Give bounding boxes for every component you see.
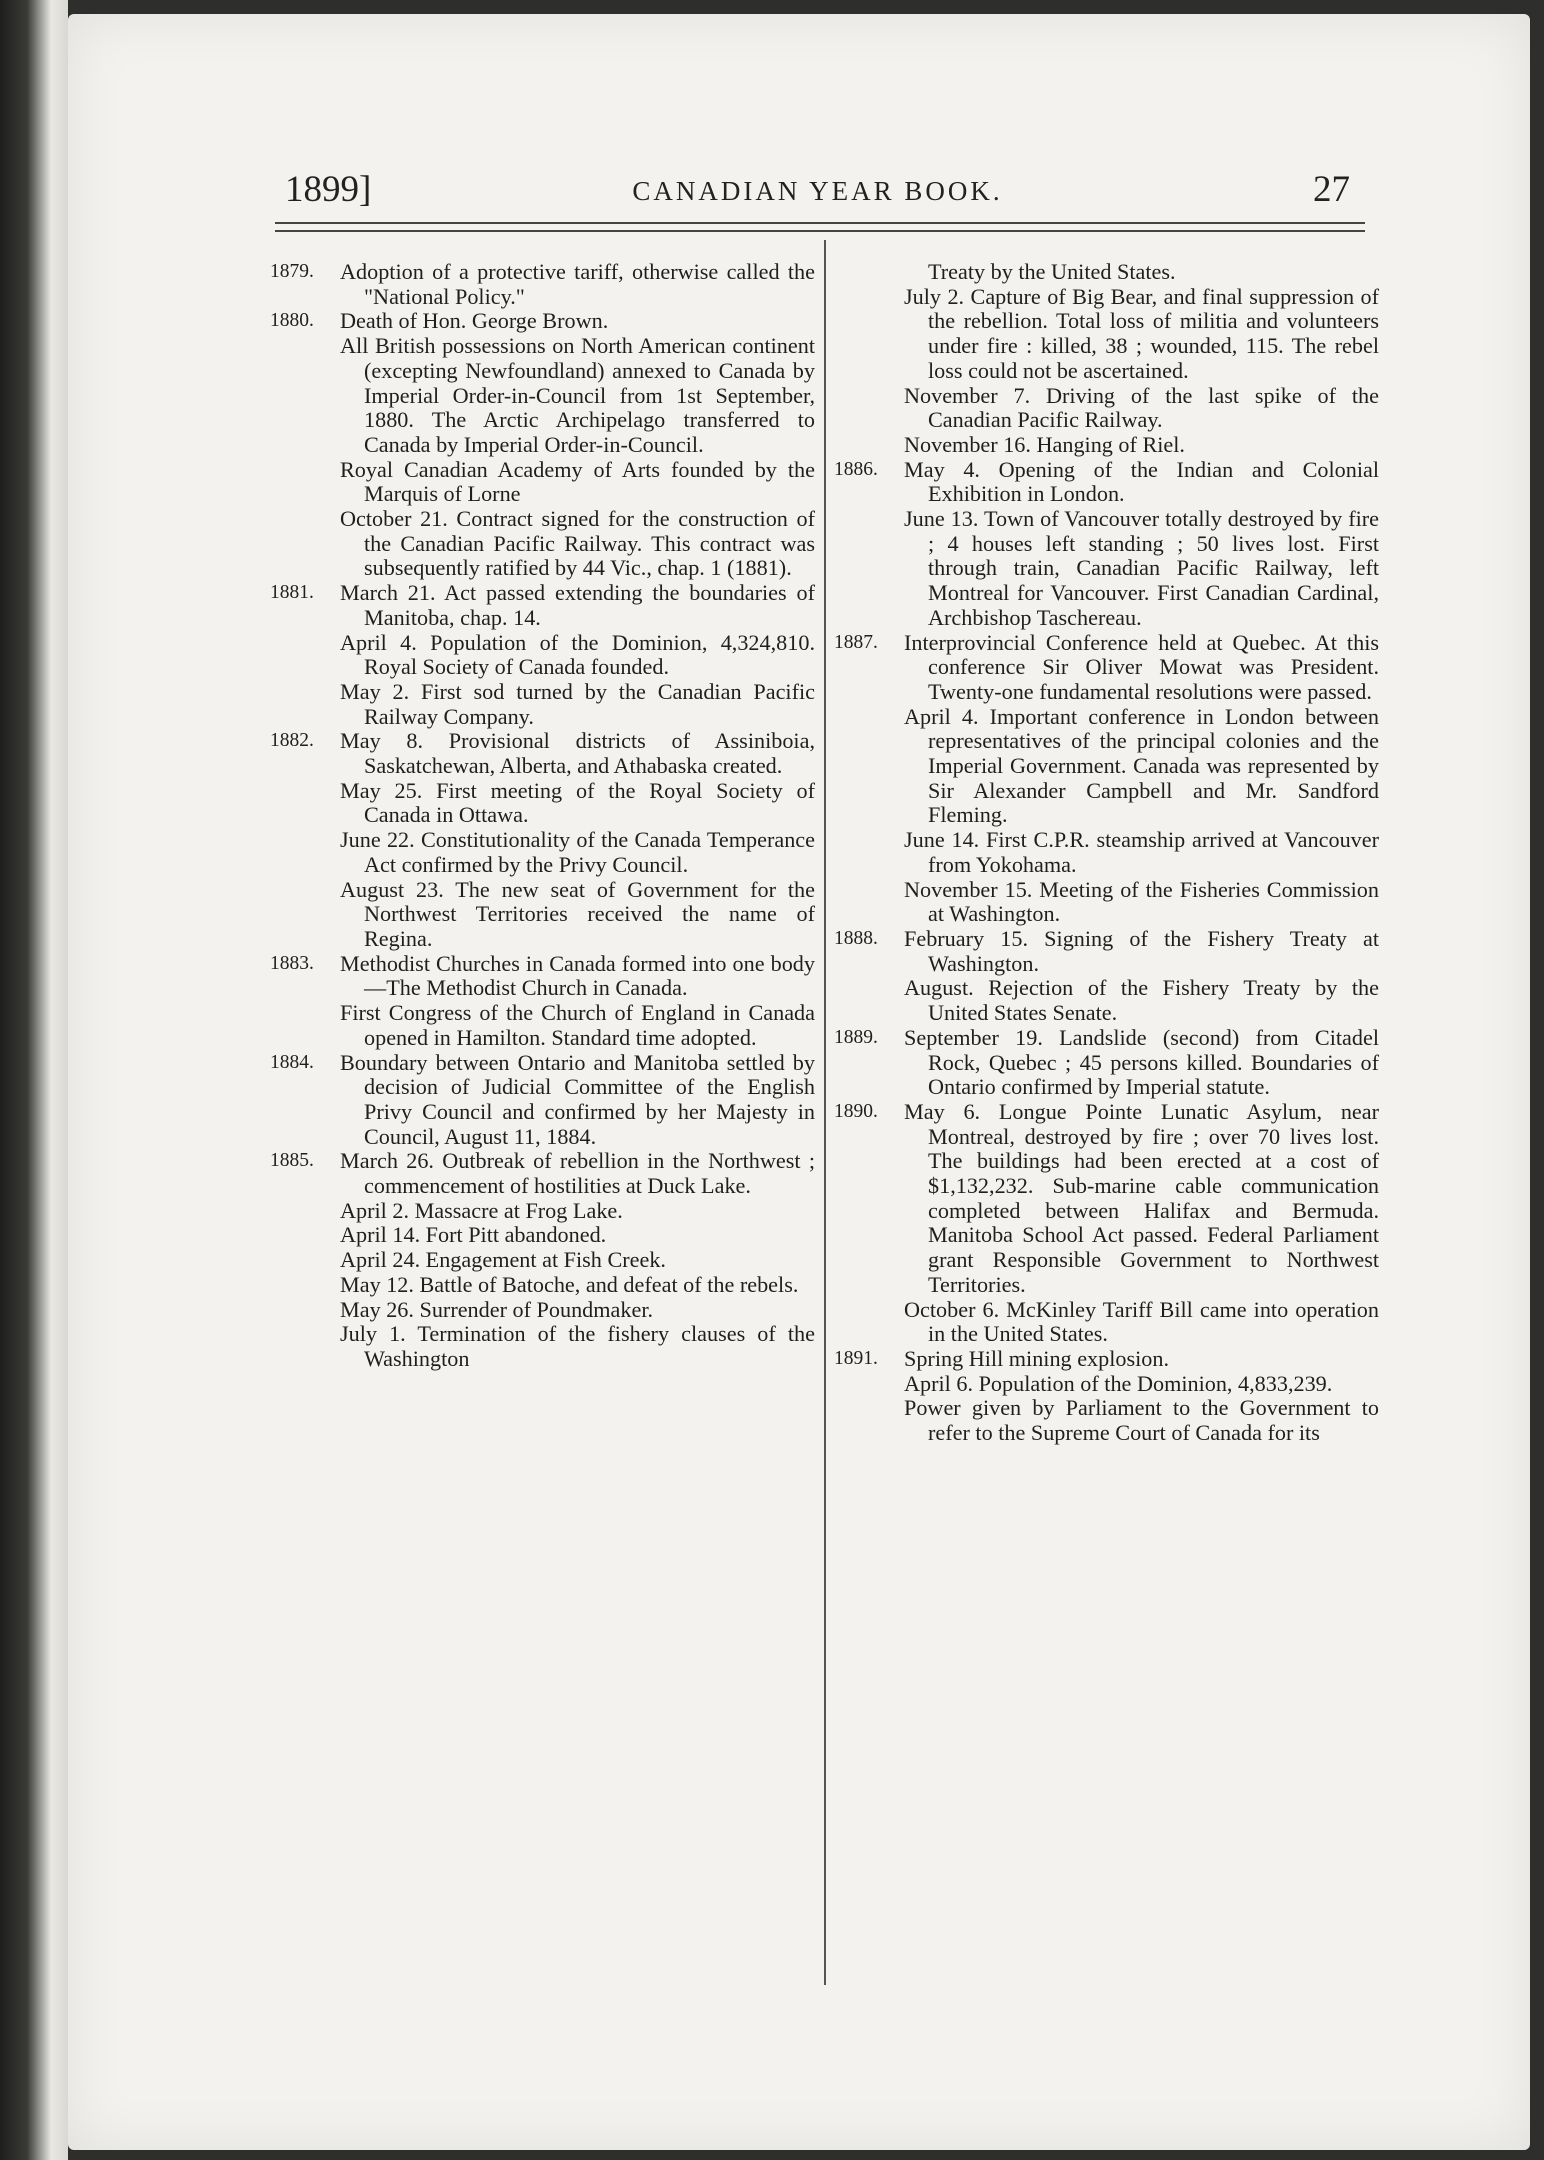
entry-paragraph: August. Rejection of the Fishery Treaty by the United States Senate. [904, 975, 1379, 1026]
entry-paragraph: April 14. Fort Pitt abandoned. [340, 1222, 607, 1248]
entry-year: 1884. [270, 1051, 314, 1073]
entry-continuation: Treaty by the United States. [928, 259, 1176, 284]
chronology-entry [270, 581, 815, 729]
entry-year: 1882. [270, 730, 314, 752]
entry-paragraph: May 26. Surrender of Poundmaker. [340, 1296, 654, 1322]
entry-paragraph: April 4. Important conference in London between representatives of the principal colonies and the Imperial Government. Canada was represented by Sir Alexander Campbell and Mr. Sandford Fleming. [904, 703, 1379, 828]
entry-paragraph: Spring Hill mining explosion. [904, 1345, 1170, 1371]
entry-paragraph: May 25. First meeting of the Royal Society of Canada in Ottawa. [340, 777, 815, 828]
entry-paragraph: Power given by Parliament to the Government to refer to the Supreme Court of Canada for its [904, 1395, 1379, 1446]
entry-paragraph: November 16. Hanging of Riel. [904, 431, 1185, 457]
entry-year: 1891. [834, 1347, 878, 1369]
entry-year: 1885. [270, 1150, 314, 1172]
right-column [834, 260, 1379, 1446]
chronology-entry [270, 1051, 815, 1150]
entry-year: 1890. [834, 1100, 878, 1122]
entry-paragraph: Boundary between Ontario and Manitoba settled by decision of Judicial Committee of the English Privy Council and confirmed by her Majesty in Council, August 11, 1884. [340, 1049, 815, 1149]
entry-year: 1887. [834, 631, 878, 653]
left-column [270, 260, 815, 1372]
entry-year: 1881. [270, 582, 314, 604]
entry-paragraph: September 19. Landslide (second) from Citadel Rock, Quebec ; 45 persons killed. Boundaries of Ontario confirmed by Imperial statute. [904, 1024, 1379, 1100]
entry-paragraph: All British possessions on North American continent (excepting Newfoundland) annexed to Canada by Imperial Order-in-Council from 1st September, 1880. The Arctic Archipelago transferred to Canada by Imperial Order-in-Council. [340, 333, 815, 457]
entry-year: 1886. [834, 458, 878, 480]
page-header [285, 168, 1350, 208]
entry-paragraph: May 4. Opening of the Indian and Colonial Exhibition in London. [904, 456, 1379, 507]
chronology-entry [834, 1026, 1379, 1100]
entry-paragraph: April 24. Engagement at Fish Creek. [340, 1247, 666, 1273]
chronology-entry [834, 927, 1379, 1026]
entry-paragraph: Interprovincial Conference held at Quebec. At this conference Sir Oliver Mowat was President. Twenty-one fundamental resolutions were passed. [904, 629, 1379, 704]
entry-paragraph: October 6. McKinley Tariff Bill came into operation in the United States. [904, 1296, 1379, 1347]
entry-year: 1879. [270, 261, 314, 282]
chronology-entry [270, 260, 815, 309]
entry-paragraph: June 22. Constitutionality of the Canada Temperance Act confirmed by the Privy Council. [340, 827, 815, 877]
chronology-entry [834, 260, 1379, 458]
entry-paragraph: November 15. Meeting of the Fisheries Commission at Washington. [904, 876, 1379, 927]
header-rule-bottom [275, 230, 1365, 232]
entry-paragraph: March 21. Act passed extending the boundaries of Manitoba, chap. 14. [340, 580, 815, 630]
chronology-entry [270, 729, 815, 951]
chronology-entry [270, 309, 815, 581]
entry-year: 1889. [834, 1026, 878, 1048]
column-divider [824, 240, 826, 1985]
chronology-entry [834, 1347, 1379, 1446]
entry-paragraph: May 2. First sod turned by the Canadian Pacific Railway Company. [340, 678, 815, 729]
entry-paragraph: March 26. Outbreak of rebellion in the Northwest ; commencement of hostilities at Duck Lake. [340, 1148, 815, 1199]
entry-paragraph: First Congress of the Church of England in Canada opened in Hamilton. Standard time adopted. [340, 1000, 815, 1050]
entry-paragraph: June 13. Town of Vancouver totally destroyed by fire ; 4 houses left standing ; 50 lives lost. First through train, Canadian Pacific Railway, left Montreal for Vancouver. First Canadian Cardinal, Archbishop Taschereau. [904, 506, 1379, 630]
entry-paragraph: June 14. First C.P.R. steamship arrived at Vancouver from Yokohama. [904, 827, 1379, 877]
entry-paragraph: April 4. Population of the Dominion, 4,324,810. Royal Society of Canada founded. [340, 629, 815, 680]
entry-year: 1880. [270, 310, 314, 332]
entry-paragraph: May 8. Provisional districts of Assiniboia, Saskatchewan, Alberta, and Athabaska created. [340, 728, 815, 779]
entry-paragraph: April 6. Population of the Dominion, 4,833,239. [904, 1370, 1333, 1396]
chronology-entry [834, 1100, 1379, 1347]
entry-paragraph: April 2. Massacre at Frog Lake. [340, 1197, 623, 1223]
header-year: 1899] [285, 169, 372, 210]
entry-paragraph: May 6. Longue Pointe Lunatic Asylum, near Montreal, destroyed by fire ; over 70 lives lost. The buildings had been erected at a cost of $1,132,232. Sub-marine cable communication completed between Halifax and Bermuda. Manitoba School Act passed. Federal Parliament grant Responsible Government to Northwest Territories. [904, 1098, 1379, 1297]
entry-paragraph: Adoption of a protective tariff, otherwise called the "National Policy." [340, 259, 815, 309]
chronology-entry [834, 458, 1379, 631]
entry-paragraph: Death of Hon. George Brown. [340, 308, 609, 334]
entry-paragraph: Royal Canadian Academy of Arts founded by the Marquis of Lorne [340, 456, 815, 507]
header-rule-top [275, 222, 1365, 224]
entry-paragraph: Methodist Churches in Canada formed into one body—The Methodist Church in Canada. [340, 950, 815, 1001]
page-number: 27 [1313, 169, 1350, 210]
entry-year: 1888. [834, 927, 878, 949]
entry-paragraph: August 23. The new seat of Government for the Northwest Territories received the name of Regina. [340, 876, 815, 951]
chronology-entry [834, 631, 1379, 927]
entry-paragraph: November 7. Driving of the last spike of the Canadian Pacific Railway. [904, 382, 1379, 433]
chronology-entry [270, 952, 815, 1051]
entry-year: 1883. [270, 952, 314, 974]
running-title: CANADIAN YEAR BOOK. [632, 176, 1003, 206]
entry-paragraph: July 1. Termination of the fishery clauses of the Washington [340, 1321, 815, 1371]
chronology-entry [270, 1149, 815, 1371]
entry-paragraph: October 21. Contract signed for the construction of the Canadian Pacific Railway. This contract was subsequently ratified by 44 Vic., chap. 1 (1881). [340, 506, 815, 581]
entry-paragraph: July 2. Capture of Big Bear, and final suppression of the rebellion. Total loss of militia and volunteers under fire : killed, 38 ; wounded, 115. The rebel loss could not be ascertained. [904, 283, 1379, 383]
book-spine [0, 0, 68, 2160]
entry-paragraph: February 15. Signing of the Fishery Treaty at Washington. [904, 925, 1379, 976]
entry-paragraph: May 12. Battle of Batoche, and defeat of the rebels. [340, 1271, 799, 1297]
